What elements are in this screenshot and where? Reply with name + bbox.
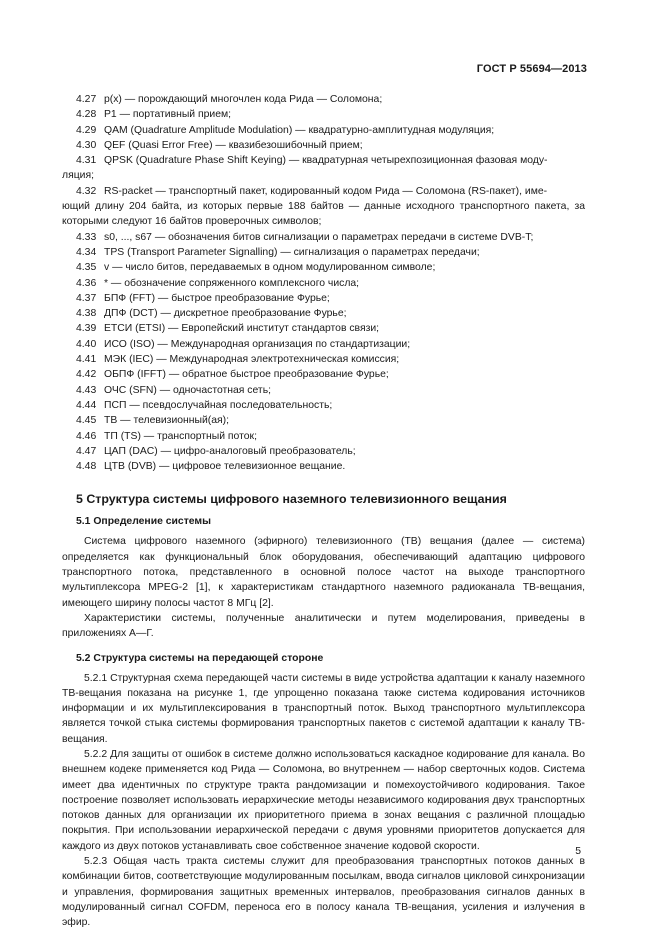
- definition-number: 4.41: [76, 354, 97, 366]
- section-5-1-paragraph-2: Характеристики системы, полученные аналитически и путем моделирования, приведены в приложениях А—Г.: [62, 612, 585, 640]
- definition-text: P1 — портативный прием;: [104, 109, 232, 121]
- definition-item: [76, 123, 585, 138]
- section-5-title: 5 Структура системы цифрового наземного телевизионного вещания: [76, 492, 507, 507]
- definition-text: v — число битов, передаваемых в одном модулированном символе;: [104, 262, 436, 274]
- definition-text: TPS (Transport Parameter Signalling) — сигнализация о параметрах передачи;: [104, 246, 480, 258]
- definition-text: p(x) — порождающий многочлен кода Рида — Соломона;: [104, 94, 383, 105]
- paragraph-5-2-2: 5.2.2 Для защиты от ошибок в системе должно использоваться каскадное кодирование для канала. Во внешнем кодеке применяется код Рида — Соломона, во внутреннем — набор сверточных кодов. Система имеет два идентичных по структуре тракта рандомизации и помехоустойчивого кодирования. Такое построение позволяет использовать иерархические методы независимого кодирования двух транспортных потоков данных для организации их приоритетного приема в зонах вещания с различной площадью покрытия. При использовании иерархической передачи с двумя уровнями приоритетов допускается для каждого из двух потоков устанавливать свое собственное значение кодовой скорости.: [62, 748, 585, 852]
- definition-number: 4.39: [76, 323, 97, 335]
- definition-item: [76, 429, 585, 444]
- definition-number: 4.35: [76, 262, 97, 274]
- paragraph-5-2-3: 5.2.3 Общая часть тракта системы служит для преобразования транспортных потоков данных в комбинации битов, соответствующие модулированным посылкам, ввода сигналов цикловой синхронизации и управления, формирования защитных временных интервалов, преобразования сигналов данных в модулированный сигнал COFDM, переноса его в полосу канала ТВ-вещания, усиления и излучения в эфир.: [62, 856, 585, 929]
- definition-number: 4.37: [76, 292, 97, 304]
- definition-item: [76, 138, 585, 153]
- definition-text: QEF (Quasi Error Free) — квазибезошибочный прием;: [104, 139, 363, 151]
- definition-continuation: ляция;: [62, 170, 94, 182]
- definition-item: [76, 230, 585, 245]
- definition-item: [76, 383, 585, 398]
- definition-item: [76, 352, 585, 367]
- definition-number: 4.38: [76, 308, 97, 320]
- definition-item: [76, 245, 585, 260]
- definition-item: [76, 398, 585, 413]
- page-content: [62, 92, 585, 931]
- definition-number: 4.32: [76, 185, 97, 197]
- section-5-1-paragraph-1: Система цифрового наземного (эфирного) телевизионного (ТВ) вещания (далее — система) определяется как функциональный блок оборудования, обеспечивающий адаптацию цифрового транспортного потока, представленного в основной полосе частот на выходе транспортного мультиплексора MPEG-2 [1], к характеристикам стандартного наземного радиоканала ТВ-вещания, имеющего ширину полосы частот 8 МГц [2].: [62, 536, 585, 609]
- definition-number: 4.47: [76, 445, 97, 457]
- definition-number: 4.29: [76, 124, 97, 136]
- definition-number: 4.28: [76, 109, 97, 121]
- definition-text: * — обозначение сопряженного комплексного числа;: [104, 277, 360, 289]
- section-5-1-title: 5.1 Определение системы: [76, 516, 211, 528]
- definition-item: [76, 459, 585, 474]
- definition-number: 4.36: [76, 277, 97, 289]
- definition-text: ТВ — телевизионный(ая);: [104, 415, 229, 427]
- definition-item: [76, 337, 585, 352]
- definition-item: [76, 291, 585, 306]
- definition-number: 4.46: [76, 430, 97, 442]
- definition-text: QAM (Quadrature Amplitude Modulation) — квадратурно-амплитудная модуляция;: [104, 124, 495, 136]
- definition-number: 4.42: [76, 369, 97, 381]
- definition-text: ТП (TS) — транспортный поток;: [104, 430, 257, 442]
- definition-item: [76, 306, 585, 321]
- definition-text: ОЧС (SFN) — одночастотная сеть;: [104, 384, 271, 396]
- definition-text: ПСП — псевдослучайная последовательность;: [104, 399, 333, 411]
- definition-number: 4.34: [76, 246, 97, 258]
- definition-number: 4.31: [76, 155, 97, 167]
- definition-text: ЦТВ (DVB) — цифровое телевизионное вещание.: [104, 461, 346, 473]
- definition-text: ДПФ (DCT) — дискретное преобразование Фурье;: [104, 308, 347, 320]
- definition-number: 4.45: [76, 415, 97, 427]
- paragraph-5-2-1: 5.2.1 Структурная схема передающей части системы в виде устройства адаптации к каналу наземного ТВ-вещания показана на рисунке 1, где упрощенно показана также система кодирования источников информации и их мультиплексирования в транспортный поток. Выход транспортного мультиплексора является точкой стыка системы формирования транспортных пакетов с системой адаптации к каналу ТВ-вещания.: [62, 672, 585, 745]
- definition-text: ЕТСИ (ETSI) — Европейский институт стандартов связи;: [104, 323, 380, 335]
- definition-text: RS-packet — транспортный пакет, кодированный кодом Рида — Соломона (RS-пакет), име-: [104, 185, 548, 197]
- definition-item: [76, 92, 585, 107]
- definition-number: 4.27: [76, 94, 97, 105]
- definition-number: 4.48: [76, 461, 97, 473]
- definition-number: 4.43: [76, 384, 97, 396]
- definition-text: ЦАП (DAC) — цифро-аналоговый преобразователь;: [104, 445, 356, 457]
- page-number: 5: [575, 846, 581, 857]
- definition-text: ИСО (ISO) — Международная организация по стандартизации;: [104, 338, 411, 350]
- definition-item: [76, 107, 585, 122]
- definition-number: 4.44: [76, 399, 97, 411]
- definition-item: [76, 184, 585, 199]
- definition-number: 4.33: [76, 231, 97, 243]
- definition-number: 4.30: [76, 139, 97, 151]
- definition-text: QPSK (Quadrature Phase Shift Keying) — квадратурная четырехпозиционная фазовая моду-: [104, 155, 548, 167]
- definition-text: БПФ (FFT) — быстрое преобразование Фурье;: [104, 292, 330, 304]
- definition-item: [76, 276, 585, 291]
- definition-number: 4.40: [76, 338, 97, 350]
- standard-header: ГОСТ Р 55694—2013: [476, 63, 587, 75]
- definition-item: [76, 153, 585, 168]
- definition-item: [76, 260, 585, 275]
- definition-item: [76, 321, 585, 336]
- section-5-2-title: 5.2 Структура системы на передающей стороне: [76, 652, 324, 664]
- definition-item: [76, 367, 585, 382]
- definitions-list: [62, 92, 585, 474]
- definition-text: ОБПФ (IFFT) — обратное быстрое преобразование Фурье;: [104, 369, 389, 381]
- definition-text: s0, ..., s67 — обозначения битов сигнализации о параметрах передачи в системе DVB-T;: [104, 231, 534, 243]
- definition-item: [76, 444, 585, 459]
- definition-text: МЭК (IEC) — Международная электротехническая комиссия;: [104, 354, 400, 366]
- definition-item: [76, 413, 585, 428]
- definition-continuation: ющий длину 204 байта, из которых первые 188 байтов — данные исходного транспортного пакета, за которыми следуют 16 байтов проверочных символов;: [62, 201, 585, 228]
